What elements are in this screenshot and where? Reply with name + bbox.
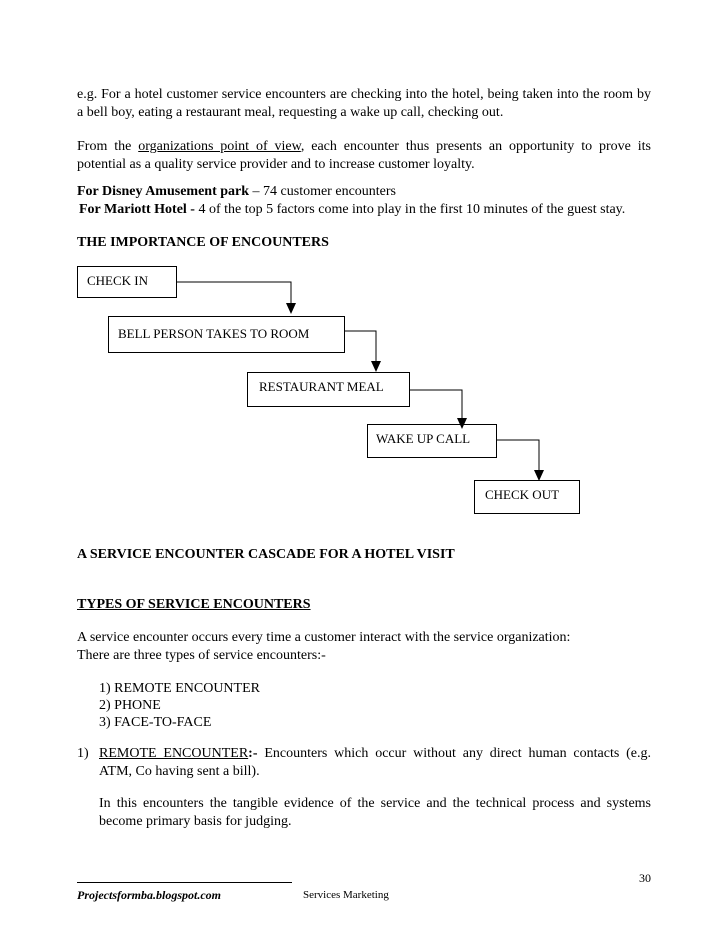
footer-subject: Services Marketing bbox=[303, 889, 389, 901]
remote-encounter-label: REMOTE ENCOUNTER bbox=[99, 746, 249, 761]
cascade-heading: A SERVICE ENCOUNTER CASCADE FOR A HOTEL VISIT bbox=[77, 547, 455, 562]
arrowhead-1 bbox=[286, 303, 296, 314]
mariott-label: For Mariott Hotel - bbox=[79, 202, 195, 217]
org-view-underlined: organizations point of view bbox=[138, 139, 301, 154]
remote-encounter-paragraph bbox=[99, 745, 651, 781]
step-restaurant-meal: RESTAURANT MEAL bbox=[247, 372, 410, 407]
org-prefix: From the bbox=[77, 139, 139, 154]
disney-text: – 74 customer encounters bbox=[249, 184, 396, 199]
step-check-out: CHECK OUT bbox=[474, 480, 580, 514]
org-rest: , each encounter thus presents an opportunity to prove its potential as a quality service provider and to increase customer loyalty. bbox=[77, 139, 651, 172]
step-wake-up-call: WAKE UP CALL bbox=[367, 424, 497, 458]
connector-1 bbox=[177, 282, 291, 303]
types-heading: TYPES OF SERVICE ENCOUNTERS bbox=[77, 597, 311, 612]
footer-site: Projectsformba.blogspot.com bbox=[77, 888, 221, 902]
step-check-in: CHECK IN bbox=[77, 266, 177, 298]
importance-heading: THE IMPORTANCE OF ENCOUNTERS bbox=[77, 235, 329, 250]
mariott-text: 4 of the top 5 factors come into play in the first 10 minutes of the guest stay. bbox=[194, 202, 626, 217]
types-intro-2: There are three types of service encounters:- bbox=[77, 648, 326, 663]
arrowhead-2 bbox=[371, 361, 381, 372]
remote-paragraph-2: In this encounters the tangible evidence of the service and the technical process and systems become primary basis for judging. bbox=[99, 796, 651, 829]
list-item: 2) PHONE bbox=[99, 698, 161, 713]
list-item: 3) FACE-TO-FACE bbox=[99, 715, 212, 730]
connector-3 bbox=[410, 390, 462, 418]
types-intro-1: A service encounter occurs every time a customer interact with the service organization: bbox=[77, 630, 571, 645]
remote-text: Encounters which occur without any direct human contacts (e.g. ATM, Co having sent a bill). bbox=[99, 746, 652, 779]
footer-rule bbox=[77, 882, 292, 883]
remote-number: 1) bbox=[77, 746, 89, 761]
connector-4 bbox=[497, 440, 539, 470]
example-paragraph: e.g. For a hotel customer service encounters are checking into the hotel, being taken into the room by a bell boy, eating a restaurant meal, requesting a wake up call, checking out. bbox=[77, 87, 651, 120]
remote-separator: :- bbox=[248, 746, 258, 761]
list-item: 1) REMOTE ENCOUNTER bbox=[99, 681, 260, 696]
step-bell-person: BELL PERSON TAKES TO ROOM bbox=[108, 316, 345, 353]
disney-label: For Disney Amusement park bbox=[77, 184, 250, 199]
page-number: 30 bbox=[639, 871, 651, 885]
connector-2 bbox=[345, 331, 376, 361]
